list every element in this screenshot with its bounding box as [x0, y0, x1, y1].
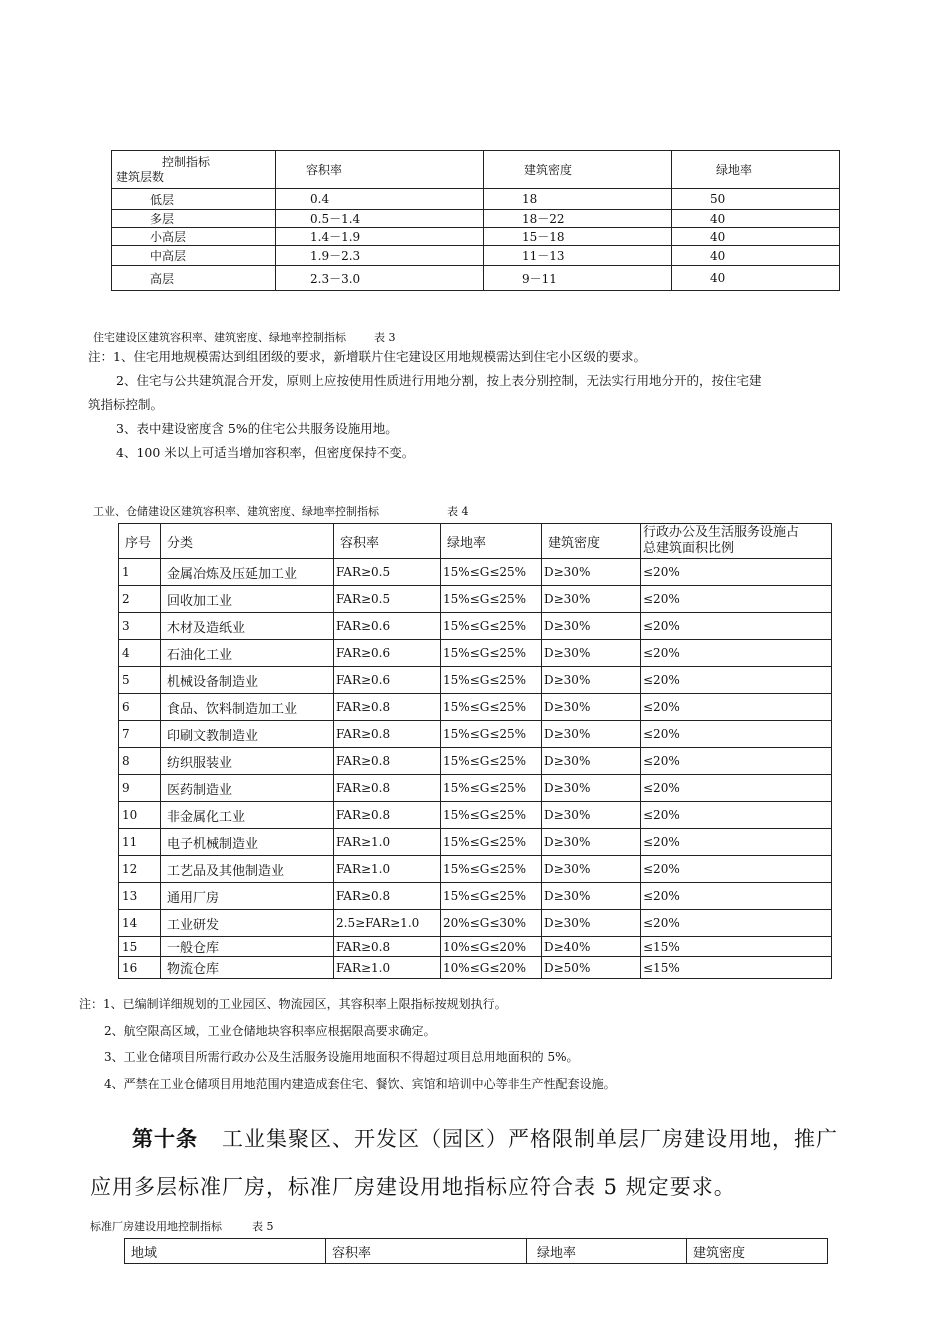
row-far: FAR≥0.8 — [334, 694, 441, 721]
article-line-1: 工业集聚区、开发区（园区）严格限制单层厂房建设用地，推广 — [222, 1127, 838, 1151]
col-header-far: 容积率 — [334, 524, 441, 559]
row-density: D≥30% — [542, 667, 641, 694]
row-number: 9 — [119, 775, 161, 802]
col-header-far: 容积率 — [276, 151, 484, 189]
row-density: 9－11 — [484, 266, 672, 291]
article-line-2: 应用多层标准厂房，标准厂房建设用地指标应符合表 5 规定要求。 — [90, 1175, 736, 1199]
row-green-ratio: 10%≤G≤20% — [441, 957, 542, 979]
row-name: 低层 — [112, 189, 276, 210]
row-green-ratio: 15%≤G≤25% — [441, 586, 542, 613]
row-number: 10 — [119, 802, 161, 829]
col-header-green: 绿地率 — [672, 151, 840, 189]
col-header-region: 地域 — [125, 1239, 326, 1264]
row-category: 一般仓库 — [161, 937, 334, 957]
row-green-ratio: 15%≤G≤25% — [441, 775, 542, 802]
row-far: FAR≥0.8 — [334, 721, 441, 748]
row-number: 1 — [119, 559, 161, 586]
row-name: 小高层 — [112, 228, 276, 246]
row-far: 1.9－2.3 — [276, 246, 484, 266]
row-far: FAR≥0.6 — [334, 667, 441, 694]
header-bottom-label: 建筑层数 — [116, 169, 165, 184]
row-office-ratio: ≤20% — [641, 667, 832, 694]
row-green-ratio: 15%≤G≤25% — [441, 829, 542, 856]
row-green-ratio: 15%≤G≤25% — [441, 721, 542, 748]
row-category: 木材及造纸业 — [161, 613, 334, 640]
row-office-ratio: ≤20% — [641, 802, 832, 829]
row-far: FAR≥0.5 — [334, 559, 441, 586]
note-line: 注：1、已编制详细规划的工业园区、物流园区，其容积率上限指标按规划执行。 — [79, 997, 507, 1011]
row-office-ratio: ≤20% — [641, 721, 832, 748]
row-number: 14 — [119, 910, 161, 937]
row-far: FAR≥1.0 — [334, 829, 441, 856]
row-far: 0.5－1.4 — [276, 210, 484, 228]
row-number: 13 — [119, 883, 161, 910]
row-density: D≥30% — [542, 748, 641, 775]
industrial-table — [118, 523, 832, 979]
table-row — [119, 559, 832, 586]
row-green-ratio: 15%≤G≤25% — [441, 640, 542, 667]
row-green-ratio: 15%≤G≤25% — [441, 883, 542, 910]
row-green: 40 — [672, 246, 840, 266]
row-density: D≥30% — [542, 613, 641, 640]
residential-table-caption: 住宅建设区建筑容积率、建筑密度、绿地率控制指标 表 3 — [93, 331, 396, 344]
row-density: D≥30% — [542, 721, 641, 748]
row-green-ratio: 15%≤G≤25% — [441, 802, 542, 829]
note-line: 4、100 米以上可适当增加容积率，但密度保持不变。 — [116, 445, 415, 460]
row-office-ratio: ≤15% — [641, 937, 832, 957]
row-density: D≥30% — [542, 856, 641, 883]
row-number: 11 — [119, 829, 161, 856]
row-density: 18 — [484, 189, 672, 210]
table-row — [119, 640, 832, 667]
row-office-ratio: ≤20% — [641, 586, 832, 613]
row-number: 16 — [119, 957, 161, 979]
row-category: 非金属化工业 — [161, 802, 334, 829]
table-row — [119, 957, 832, 979]
row-category: 工业研发 — [161, 910, 334, 937]
row-office-ratio: ≤20% — [641, 613, 832, 640]
row-category: 石油化工业 — [161, 640, 334, 667]
article-title: 第十条 — [132, 1127, 198, 1151]
row-green-ratio: 10%≤G≤20% — [441, 937, 542, 957]
row-category: 物流仓库 — [161, 957, 334, 979]
row-number: 5 — [119, 667, 161, 694]
row-office-ratio: ≤20% — [641, 640, 832, 667]
note-line: 2、住宅与公共建筑混合开发，原则上应按使用性质进行用地分割，按上表分别控制，无法实行用地分开的，按住宅建 — [116, 373, 762, 388]
note-line: 筑指标控制。 — [88, 397, 164, 412]
row-office-ratio: ≤20% — [641, 883, 832, 910]
col-header-density: 建筑密度 — [687, 1239, 828, 1264]
col-header-category: 分类 — [161, 524, 334, 559]
residential-table — [111, 150, 840, 291]
row-category: 医药制造业 — [161, 775, 334, 802]
col-header-office-ratio: 行政办公及生活服务设施占 总建筑面积比例 — [641, 524, 832, 559]
row-category: 回收加工业 — [161, 586, 334, 613]
row-category: 印刷文教制造业 — [161, 721, 334, 748]
table-row — [119, 694, 832, 721]
row-name: 中高层 — [112, 246, 276, 266]
row-green-ratio: 15%≤G≤25% — [441, 667, 542, 694]
row-name: 多层 — [112, 210, 276, 228]
note-line: 3、工业仓储项目所需行政办公及生活服务设施用地面积不得超过项目总用地面积的 5%。 — [104, 1050, 579, 1064]
row-number: 12 — [119, 856, 161, 883]
note-line: 2、航空限高区域，工业仓储地块容积率应根据限高要求确定。 — [104, 1023, 436, 1038]
row-far: FAR≥0.8 — [334, 775, 441, 802]
header-top-label: 控制指标 — [162, 154, 211, 169]
row-density: D≥30% — [542, 883, 641, 910]
row-density: D≥30% — [542, 559, 641, 586]
row-green-ratio: 15%≤G≤25% — [441, 694, 542, 721]
row-office-ratio: ≤15% — [641, 957, 832, 979]
row-office-ratio: ≤20% — [641, 775, 832, 802]
row-name: 高层 — [112, 266, 276, 291]
row-far: FAR≥0.8 — [334, 748, 441, 775]
row-office-ratio: ≤20% — [641, 748, 832, 775]
row-category: 食品、饮料制造加工业 — [161, 694, 334, 721]
row-category: 工艺品及其他制造业 — [161, 856, 334, 883]
row-far: 1.4－1.9 — [276, 228, 484, 246]
row-density: D≥50% — [542, 957, 641, 979]
table-row — [119, 748, 832, 775]
row-number: 6 — [119, 694, 161, 721]
residential-notes — [88, 345, 878, 465]
row-office-ratio: ≤20% — [641, 559, 832, 586]
row-number: 4 — [119, 640, 161, 667]
header-diagonal-cell — [112, 151, 276, 189]
row-density: D≥30% — [542, 802, 641, 829]
row-density: D≥30% — [542, 910, 641, 937]
row-office-ratio: ≤20% — [641, 829, 832, 856]
table-row — [119, 613, 832, 640]
row-number: 7 — [119, 721, 161, 748]
row-number: 3 — [119, 613, 161, 640]
row-far: FAR≥1.0 — [334, 957, 441, 979]
row-green-ratio: 15%≤G≤25% — [441, 856, 542, 883]
row-number: 2 — [119, 586, 161, 613]
row-far: FAR≥0.6 — [334, 640, 441, 667]
table-row — [119, 802, 832, 829]
row-density: 11－13 — [484, 246, 672, 266]
row-density: 15－18 — [484, 228, 672, 246]
standard-table-caption: 标准厂房建设用地控制指标 表 5 — [90, 1220, 274, 1233]
row-far: FAR≥0.8 — [334, 802, 441, 829]
row-far: 2.5≥FAR≥1.0 — [334, 910, 441, 937]
row-green: 40 — [672, 210, 840, 228]
col-header-green: 绿地率 — [527, 1239, 687, 1264]
note-line: 3、表中建设密度含 5%的住宅公共服务设施用地。 — [116, 421, 398, 436]
row-green-ratio: 15%≤G≤25% — [441, 748, 542, 775]
row-green: 50 — [672, 189, 840, 210]
row-green: 40 — [672, 266, 840, 291]
row-far: FAR≥1.0 — [334, 856, 441, 883]
row-density: D≥30% — [542, 829, 641, 856]
row-number: 15 — [119, 937, 161, 957]
col-header-density: 建筑密度 — [484, 151, 672, 189]
row-far: 0.4 — [276, 189, 484, 210]
article-paragraph — [90, 1115, 880, 1211]
row-category: 金属冶炼及压延加工业 — [161, 559, 334, 586]
row-green-ratio: 15%≤G≤25% — [441, 613, 542, 640]
industrial-table-caption: 工业、仓储建设区建筑容积率、建筑密度、绿地率控制指标 表 4 — [93, 505, 469, 518]
row-density: D≥30% — [542, 640, 641, 667]
row-category: 机械设备制造业 — [161, 667, 334, 694]
row-density: D≥30% — [542, 694, 641, 721]
col-header-no: 序号 — [119, 524, 161, 559]
row-number: 8 — [119, 748, 161, 775]
row-category: 通用厂房 — [161, 883, 334, 910]
table-row — [119, 829, 832, 856]
row-density: 18－22 — [484, 210, 672, 228]
row-green-ratio: 15%≤G≤25% — [441, 559, 542, 586]
industrial-notes — [79, 991, 879, 1097]
row-far: FAR≥0.8 — [334, 937, 441, 957]
table-row — [119, 721, 832, 748]
row-office-ratio: ≤20% — [641, 694, 832, 721]
table-row — [119, 883, 832, 910]
table-row — [119, 775, 832, 802]
row-far: 2.3－3.0 — [276, 266, 484, 291]
row-far: FAR≥0.8 — [334, 883, 441, 910]
col-header-far: 容积率 — [326, 1239, 527, 1264]
table-row — [119, 910, 832, 937]
row-category: 纺织服装业 — [161, 748, 334, 775]
row-green-ratio: 20%≤G≤30% — [441, 910, 542, 937]
row-office-ratio: ≤20% — [641, 910, 832, 937]
standard-factory-table — [124, 1238, 828, 1264]
row-green: 40 — [672, 228, 840, 246]
note-line: 4、严禁在工业仓储项目用地范围内建造成套住宅、餐饮、宾馆和培训中心等非生产性配套设施。 — [104, 1076, 616, 1091]
row-office-ratio: ≤20% — [641, 856, 832, 883]
table-row — [119, 856, 832, 883]
row-far: FAR≥0.5 — [334, 586, 441, 613]
note-line: 注：1、住宅用地规模需达到组团级的要求，新增联片住宅建设区用地规模需达到住宅小区级的要求。 — [88, 349, 646, 364]
row-density: D≥40% — [542, 937, 641, 957]
table-row — [119, 586, 832, 613]
row-density: D≥30% — [542, 775, 641, 802]
row-density: D≥30% — [542, 586, 641, 613]
table-row — [119, 937, 832, 957]
row-category: 电子机械制造业 — [161, 829, 334, 856]
col-header-green: 绿地率 — [441, 524, 542, 559]
col-header-density: 建筑密度 — [542, 524, 641, 559]
table-row — [119, 667, 832, 694]
row-far: FAR≥0.6 — [334, 613, 441, 640]
